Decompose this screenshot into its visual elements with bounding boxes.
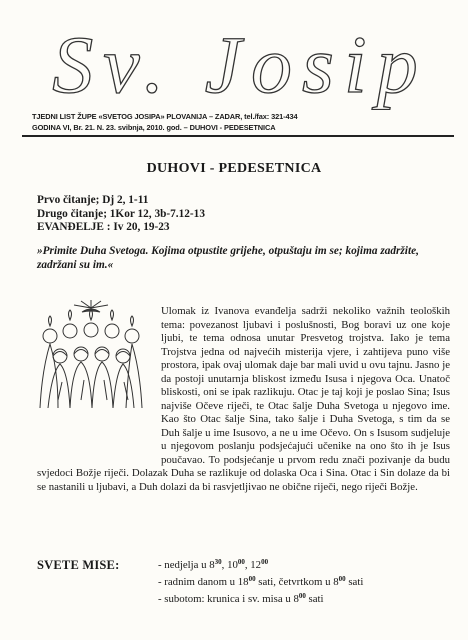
masthead-title: Sv. Josip [52,19,428,110]
reading-gospel: EVANĐELJE : Iv 20, 19-23 [37,221,170,234]
gospel-quote: »Primite Duha Svetoga. Kojima otpustite grijehe, otpuštaju im se; kojima zadržite, zadržani su im.« [37,245,419,271]
readings-list [37,194,205,235]
article-body [37,305,450,494]
article-body-text: Ulomak iz Ivanova evanđelja sadrži nekoliko važnih teoloških tema: povezanost ljubavi i poslušnosti, Bog boravi uz one koje ljubi, te tema odnosa unutar Presvetog trojstva. Iako je tema Trojstva jedna od najvećih misterija vjere, i zahtijeva puno više prostora, ipak ovaj ulomak daje bar mali uvid u ovu tajnu. Jasno je da postoji unutarnja bliskost između Isusa i njegova Oca. Unatoč bliskosti, oni se ipak razlikuju. Otac je taj koji je poslao Sina; Isus najviše Očeve riječi, te Otac šalje Duha Svetoga u njegovo ime. Kao što Otac šalje Sina, tako šalje i Duha Svetoga, s tim da se Duh šalje u ime Isusovo, a ne u ime Očevo. On s Isusom sudjeluje u njegovom poslanju podsjećajući učenike na ono što ih je Isus poučavao. To podsjećanje u prvom redu znači pozivanje da budu svjedoci Božje riječi. Dolazak Duha se razlikuje od dolaska Oca i Sina. Otac i Sin dolaze da bi se nastanili u ljubavi, a Duh dolazi da bi rasvjetljivao ne obične riječi, nego riječi Božje. [37,305,450,493]
mass-saturday: - subotom: krunica i sv. misa u $8^{00}$ sati [158,592,324,605]
publication-line-1: TJEDNI LIST ŽUPE «SVETOG JOSIPA» PLOVANIJA – ZADAR, tel./fax: 321-434 [32,112,298,121]
mass-schedule [158,557,363,608]
mass-sunday: - nedjelja u $8^{30}$, $10^{00}$, $12^{00}$ [158,558,269,571]
publication-info [32,111,452,133]
publication-line-2: GODINA VI, Br. 21. N. 23. svibnja, 2010. god. – DUHOVI - PEDESETNICA [32,123,276,132]
masses-label: SVETE MISE: [37,558,120,572]
mass-weekday: - radnim danom u $18^{00}$ sati, četvrtkom u $8^{00}$ sati [158,575,364,588]
article-title: DUHOVI - PEDESETNICA [146,161,322,176]
reading-second: Drugo čitanje; 1Kor 12, 3b-7.12-13 [37,207,205,220]
header-divider [22,135,454,137]
illustration-spacer [37,305,161,467]
reading-first: Prvo čitanje; Dj 2, 1-11 [37,194,149,206]
masthead-logo [40,6,440,110]
